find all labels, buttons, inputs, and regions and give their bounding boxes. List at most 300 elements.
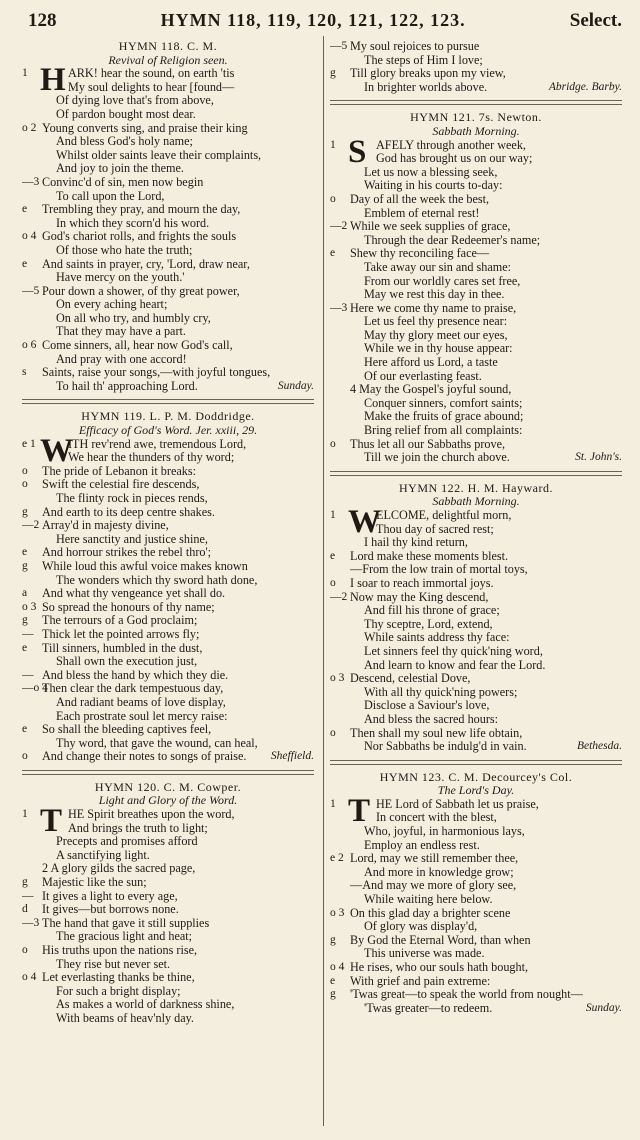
verse-text: From our worldly cares set free,: [364, 274, 521, 288]
verse-text: And earth to its deep centre shakes.: [42, 505, 215, 519]
verse-text: Thou day of sacred rest;: [376, 522, 494, 536]
verse-line: [22, 890, 314, 904]
dynamic-mark: o 4: [330, 961, 345, 973]
verse-line: [330, 329, 622, 343]
verse-line: [330, 356, 622, 370]
verse-line: [22, 574, 314, 588]
verse-line: [22, 203, 314, 217]
verse-text: Of glory was display'd,: [364, 920, 478, 934]
dynamic-mark: d: [22, 903, 28, 916]
verse-line: [330, 451, 622, 465]
verse-line: [330, 879, 622, 893]
verse-line: [22, 465, 314, 479]
verse-line: [330, 631, 622, 645]
verse-line: [330, 699, 622, 713]
verse-line: [330, 288, 622, 302]
verse-line: [22, 298, 314, 312]
hymn-separator: [330, 760, 622, 765]
verse-line: [330, 166, 622, 180]
hymn-123: [330, 771, 622, 1016]
drop-cap: H: [40, 62, 66, 99]
verse-line: [330, 563, 622, 577]
verse-text: Day of all the week the best,: [350, 192, 490, 206]
verse-text: Take away our sin and shame:: [364, 260, 512, 274]
verse-text: The pride of Lebanon it breaks:: [42, 464, 196, 478]
verse-text: Here afford us Lord, a taste: [364, 356, 498, 370]
tune-attribution: Sheffield.: [270, 750, 314, 763]
verse-line: [22, 835, 314, 849]
verse-line: [22, 478, 314, 492]
verse-text: And more in knowledge grow;: [364, 865, 514, 879]
verse-text: On this glad day a brighter scene: [350, 906, 511, 920]
dynamic-mark: o 3: [330, 672, 345, 685]
verse-text: Disclose a Saviour's love,: [364, 699, 490, 713]
verse-line: [22, 930, 314, 944]
hymn-122: [330, 482, 622, 754]
verse-line: [330, 261, 622, 275]
verse-text: On all who try, and humbly cry,: [56, 311, 211, 325]
verse-line: [22, 655, 314, 669]
verse-text: Then shall my soul new life obtain,: [350, 726, 523, 740]
verse-line: [330, 934, 622, 948]
verse-text: Now may the King descend,: [350, 590, 489, 604]
verse-text: Trembling they pray, and mourn the day,: [42, 203, 241, 217]
dynamic-mark: 1: [330, 797, 336, 810]
dynamic-mark: 1: [22, 808, 28, 821]
verse-block: [330, 133, 622, 465]
verse-line: [330, 1002, 622, 1016]
verse-line: [330, 152, 622, 166]
verse-text: On every aching heart;: [56, 298, 168, 312]
verse-text: 'Twas great—to speak the world from nought—: [350, 988, 583, 1002]
dynamic-mark: g: [330, 988, 336, 1001]
verse-line: [22, 108, 314, 122]
hymn-subtitle: Revival of Religion seen.: [108, 52, 228, 67]
verse-text: For such a bright display;: [56, 984, 181, 998]
verse-line: [330, 920, 622, 934]
dynamic-mark: g: [22, 559, 28, 572]
verse-text: Conquer sinners, comfort saints;: [364, 396, 523, 410]
dynamic-mark: —2: [330, 220, 348, 233]
verse-text: We hear the thunders of thy word;: [68, 451, 235, 465]
verse-line: [330, 536, 622, 550]
dynamic-mark: e: [330, 549, 336, 562]
dynamic-mark: e 2: [330, 852, 344, 865]
verse-text: ITH rev'rend awe, tremendous Lord,: [68, 436, 247, 451]
verse-line: [330, 438, 622, 452]
verse-line: [22, 217, 314, 231]
verse-line: [330, 193, 622, 207]
verse-line: [330, 825, 622, 839]
verse-block: [22, 803, 314, 1026]
verse-line: [330, 975, 622, 989]
verse-text: Pour down a shower, of thy great power,: [42, 284, 240, 298]
dynamic-mark: e: [330, 974, 336, 987]
verse-line: [22, 614, 314, 628]
verse-line: [330, 220, 622, 234]
verse-line: [22, 230, 314, 244]
verse-line: [22, 519, 314, 533]
verse-text: Thy sceptre, Lord, extend,: [364, 617, 493, 631]
verse-text: —And may we more of glory see,: [350, 879, 517, 893]
verse-text: 'Twas greater—to redeem.: [364, 1001, 493, 1015]
verse-text: My soul rejoices to pursue: [350, 40, 480, 53]
verse-text: HE Lord of Sabbath let us praise,: [376, 796, 539, 811]
right-column: [330, 40, 622, 1021]
verse-text: Make the fruits of grace abound;: [364, 410, 524, 424]
verse-text: To hail th' approaching Lord.: [56, 379, 198, 393]
verse-line: [330, 523, 622, 537]
verse-text: With grief and pain extreme:: [350, 974, 491, 988]
verse-line: [22, 628, 314, 642]
left-column: [22, 40, 314, 1032]
tune-attribution: Sunday.: [585, 1001, 622, 1014]
verse-text: Thick let the pointed arrows fly;: [42, 627, 200, 641]
verse-line: [22, 162, 314, 176]
verse-text: Till we join the church above.: [364, 451, 510, 465]
dynamic-mark: o 3: [330, 906, 345, 919]
dynamic-mark: g: [22, 876, 28, 889]
hymn-118-continued: [330, 40, 622, 94]
verse-line: [22, 669, 314, 683]
verse-line: [330, 315, 622, 329]
verse-line: [330, 740, 622, 754]
verse-text: Here sanctity and justice shine,: [56, 532, 208, 546]
verse-text: I soar to reach immortal joys.: [350, 576, 494, 590]
hymn-heading: HYMN 123. C. M. Decourcey's Col.: [379, 769, 573, 784]
verse-text: 4 May the Gospel's joyful sound,: [350, 383, 512, 397]
verse-line: [22, 492, 314, 506]
verse-line: [22, 903, 314, 917]
verse-block: [330, 40, 622, 94]
verse-text: While loud this awful voice makes known: [42, 559, 248, 573]
verse-line: [22, 822, 314, 836]
hymn-separator: [330, 100, 622, 105]
verse-line: [330, 618, 622, 632]
verse-line: [22, 944, 314, 958]
verse-line: [22, 560, 314, 574]
dynamic-mark: g: [22, 505, 28, 518]
verse-text: And saints in prayer, cry, 'Lord, draw near,: [42, 257, 250, 271]
verse-text: —From the low train of mortal toys,: [350, 563, 528, 577]
hymn-heading: HYMN 119. L. P. M. Doddridge.: [81, 409, 255, 424]
dynamic-mark: —5: [330, 40, 348, 52]
verse-text: And pray with one accord!: [56, 352, 187, 366]
hymn-121: [330, 111, 622, 464]
hymn-subtitle: Sabbath Morning.: [432, 123, 520, 138]
verse-line: [330, 659, 622, 673]
verse-text: My soul delights to hear [found—: [68, 80, 235, 94]
dynamic-mark: —2: [22, 519, 40, 532]
verse-text: 2 A glory gilds the sacred page,: [42, 862, 196, 876]
verse-text: And fill his throne of grace;: [364, 604, 500, 618]
verse-line: [22, 917, 314, 931]
dynamic-mark: e: [330, 247, 336, 260]
verse-text: Emblem of eternal rest!: [364, 206, 480, 220]
hymn-118: [22, 40, 314, 393]
verse-text: Of our everlasting feast.: [364, 369, 482, 383]
hymn-120: [22, 781, 314, 1026]
verse-block: [330, 504, 622, 754]
verse-text: With beams of heav'nly day.: [56, 1011, 194, 1025]
verse-line: [22, 682, 314, 696]
verse-line: [330, 342, 622, 356]
verse-text: God has brought us on our way;: [376, 152, 533, 166]
verse-line: [22, 94, 314, 108]
verse-line: [330, 302, 622, 316]
dynamic-mark: e: [22, 723, 28, 736]
verse-line: [22, 642, 314, 656]
verse-text: May thy glory meet our eyes,: [364, 328, 508, 342]
verse-text: Shall own the execution just,: [56, 655, 198, 669]
verse-line: [330, 550, 622, 564]
hymn-separator: [22, 770, 314, 775]
verse-text: I hail thy kind return,: [364, 536, 468, 550]
verse-text: Then clear the dark tempestuous day,: [42, 682, 224, 696]
drop-cap: W: [40, 432, 73, 469]
verse-text: Waiting in his courts to-day:: [364, 179, 503, 193]
dynamic-mark: s: [22, 366, 27, 379]
verse-text: While we seek supplies of grace,: [350, 220, 511, 234]
verse-text: They rise but never set.: [56, 957, 171, 971]
dynamic-mark: 1: [22, 67, 28, 80]
verse-text: Shew thy reconciling face—: [350, 247, 490, 261]
verse-text: That they may have a part.: [56, 325, 186, 339]
verse-text: In which they scorn'd his word.: [56, 216, 210, 230]
verse-line: [22, 258, 314, 272]
verse-text: Let everlasting thanks be thine,: [42, 971, 195, 985]
dynamic-mark: o: [22, 464, 28, 477]
verse-text: Till glory breaks upon my view,: [350, 67, 506, 81]
verse-line: [330, 179, 622, 193]
dynamic-mark: e: [22, 546, 28, 559]
column-divider: [323, 36, 324, 1126]
dynamic-mark: —3: [22, 916, 40, 929]
verse-text: AFELY through another week,: [376, 137, 526, 152]
verse-line: [22, 380, 314, 394]
verse-line: [330, 234, 622, 248]
hymn-subtitle: The Lord's Day.: [437, 783, 515, 798]
verse-text: Majestic like the sun;: [42, 876, 147, 890]
verse-text: While saints address thy face:: [364, 631, 510, 645]
verse-text: And joy to join the theme.: [56, 162, 184, 176]
verse-line: [22, 353, 314, 367]
dynamic-mark: a: [22, 587, 28, 600]
dynamic-mark: o: [330, 437, 336, 450]
verse-text: While waiting here below.: [364, 893, 493, 907]
verse-line: [330, 866, 622, 880]
dynamic-mark: —3: [330, 301, 348, 314]
verse-text: So spread the honours of thy name;: [42, 600, 215, 614]
verse-line: [22, 135, 314, 149]
verse-line: [22, 122, 314, 136]
tune-attribution: Abridge. Barby.: [548, 80, 622, 93]
verse-line: [22, 876, 314, 890]
verse-text: And change their notes to songs of praise.: [42, 750, 247, 764]
verse-line: [22, 325, 314, 339]
verse-line: [22, 723, 314, 737]
verse-line: [330, 713, 622, 727]
tune-attribution: St. John's.: [575, 451, 622, 464]
hymn-heading: HYMN 122. H. M. Hayward.: [399, 480, 553, 495]
verse-line: [330, 604, 622, 618]
dynamic-mark: e: [22, 203, 28, 216]
dynamic-mark: o 3: [22, 600, 37, 613]
verse-line: [330, 54, 622, 68]
verse-line: [330, 988, 622, 1002]
verse-text: So shall the bleeding captives feel,: [42, 723, 212, 737]
dynamic-mark: —: [22, 889, 34, 902]
verse-block: [330, 792, 622, 1016]
verse-text: Swift the celestial fire descends,: [42, 478, 200, 492]
verse-text: Whilst older saints leave their complaints,: [56, 148, 262, 162]
verse-line: [22, 366, 314, 380]
dynamic-mark: —2: [330, 590, 348, 603]
verse-line: [22, 737, 314, 751]
hymn-separator: [22, 399, 314, 404]
verse-text: Of pardon bought most dear.: [56, 107, 196, 121]
verse-text: And brings the truth to light;: [68, 821, 208, 835]
dynamic-mark: g: [330, 933, 336, 946]
hymn-subtitle: Efficacy of God's Word. Jer. xxiii, 29.: [78, 423, 258, 438]
dynamic-mark: o: [22, 944, 28, 956]
verse-line: [22, 958, 314, 972]
verse-text: Here we come thy name to praise,: [350, 301, 517, 315]
verse-text: Of dying love that's from above,: [56, 94, 214, 108]
dynamic-mark: o: [330, 576, 336, 589]
verse-line: [22, 285, 314, 299]
verse-line: [22, 271, 314, 285]
verse-text: And bless the hand by which they die.: [42, 668, 229, 682]
verse-line: [330, 424, 622, 438]
verse-line: [22, 998, 314, 1012]
verse-text: Each prostrate soul let mercy raise:: [56, 709, 228, 723]
verse-line: [22, 339, 314, 353]
dynamic-mark: e: [22, 257, 28, 270]
section-label: Select.: [569, 10, 622, 31]
verse-line: [22, 1012, 314, 1026]
verse-line: [330, 839, 622, 853]
verse-text: And horrour strikes the rebel thro';: [42, 546, 212, 560]
verse-text: The terrours of a God proclaim;: [42, 614, 198, 628]
verse-text: Descend, celestial Dove,: [350, 672, 471, 686]
verse-text: The flinty rock in pieces rends,: [56, 492, 208, 505]
verse-text: As makes a world of darkness shine,: [56, 998, 235, 1012]
verse-text: Thus let all our Sabbaths prove,: [350, 437, 506, 451]
verse-text: Till sinners, humbled in the dust,: [42, 641, 203, 655]
dynamic-mark: o: [330, 726, 336, 739]
verse-line: [22, 533, 314, 547]
dynamic-mark: g: [330, 67, 336, 80]
verse-line: [22, 546, 314, 560]
verse-line: [22, 971, 314, 985]
verse-block: [22, 62, 314, 393]
hymn-heading: HYMN 118. C. M.: [118, 39, 218, 53]
hymn-separator: [330, 471, 622, 476]
verse-line: [330, 686, 622, 700]
verse-line: [330, 40, 622, 54]
verse-text: Come sinners, all, hear now God's call,: [42, 339, 233, 353]
verse-line: [330, 672, 622, 686]
dynamic-mark: —: [22, 627, 34, 640]
verse-text: His truths upon the nations rise,: [42, 944, 198, 957]
dynamic-mark: g: [22, 614, 28, 627]
dynamic-mark: o: [22, 750, 28, 763]
verse-text: And what thy vengeance yet shall do.: [42, 587, 226, 601]
verse-text: Bring relief from all complaints:: [364, 424, 523, 438]
verse-line: [22, 149, 314, 163]
verse-text: And bless God's holy name;: [56, 135, 193, 149]
verse-line: [22, 601, 314, 615]
verse-text: Young converts sing, and praise their king: [42, 121, 248, 135]
verse-block: [22, 432, 314, 764]
verse-line: [330, 907, 622, 921]
verse-text: He rises, who our souls hath bought,: [350, 961, 529, 974]
verse-line: [22, 849, 314, 863]
verse-text: Lord make these moments blest.: [350, 549, 509, 563]
verse-line: [330, 727, 622, 741]
verse-text: The gracious light and heat;: [56, 930, 193, 944]
verse-text: By God the Eternal Word, than when: [350, 933, 531, 947]
hymn-subtitle: Light and Glory of the Word.: [98, 793, 238, 808]
verse-line: [22, 81, 314, 95]
page-number: 128: [28, 10, 57, 31]
dynamic-mark: o 4: [22, 971, 37, 984]
verse-line: [22, 244, 314, 258]
dynamic-mark: —3: [22, 175, 40, 188]
verse-line: [330, 67, 622, 81]
verse-text: ELCOME, delightful morn,: [376, 508, 512, 522]
drop-cap: W: [348, 504, 381, 540]
verse-text: In concert with the blest,: [376, 811, 497, 825]
verse-text: And learn to know and fear the Lord.: [364, 658, 546, 672]
verse-text: ARK! hear the sound, on earth 'tis: [68, 66, 235, 81]
verse-line: [330, 207, 622, 221]
page-title: HYMN 118, 119, 120, 121, 122, 123.: [160, 10, 466, 30]
hymn-subtitle: Sabbath Morning.: [432, 494, 520, 509]
verse-text: A sanctifying light.: [56, 848, 150, 862]
verse-text: Nor Sabbaths be indulg'd in vain.: [364, 740, 527, 754]
verse-text: Employ an endless rest.: [364, 838, 480, 852]
verse-line: [330, 947, 622, 961]
verse-text: Saints, raise your songs,—with joyful tongues,: [42, 366, 271, 380]
dynamic-mark: —o 4: [22, 682, 48, 695]
verse-line: [22, 587, 314, 601]
verse-line: [22, 190, 314, 204]
verse-text: In brighter worlds above.: [364, 80, 488, 94]
dynamic-mark: o 2: [22, 121, 37, 134]
verse-line: [22, 696, 314, 710]
verse-text: While we in thy house appear:: [364, 342, 513, 356]
dynamic-mark: 1: [330, 509, 336, 521]
verse-text: And bless the sacred hours:: [364, 712, 499, 726]
verse-text: To call upon the Lord,: [56, 189, 165, 203]
verse-line: [330, 397, 622, 411]
drop-cap: T: [40, 803, 63, 840]
verse-line: [22, 710, 314, 724]
dynamic-mark: 1: [330, 138, 336, 151]
verse-line: [330, 645, 622, 659]
verse-text: The wonders which thy sword hath done,: [56, 573, 258, 587]
verse-line: [330, 893, 622, 907]
verse-text: May we rest this day in thee.: [364, 288, 505, 302]
tune-attribution: Sunday.: [277, 379, 314, 392]
verse-line: [330, 81, 622, 95]
verse-text: Let us now a blessing seek,: [364, 165, 498, 179]
verse-text: Let us feel thy presence near:: [364, 315, 508, 329]
tune-attribution: Bethesda.: [576, 740, 622, 753]
verse-text: Lord, may we still remember thee,: [350, 852, 519, 866]
